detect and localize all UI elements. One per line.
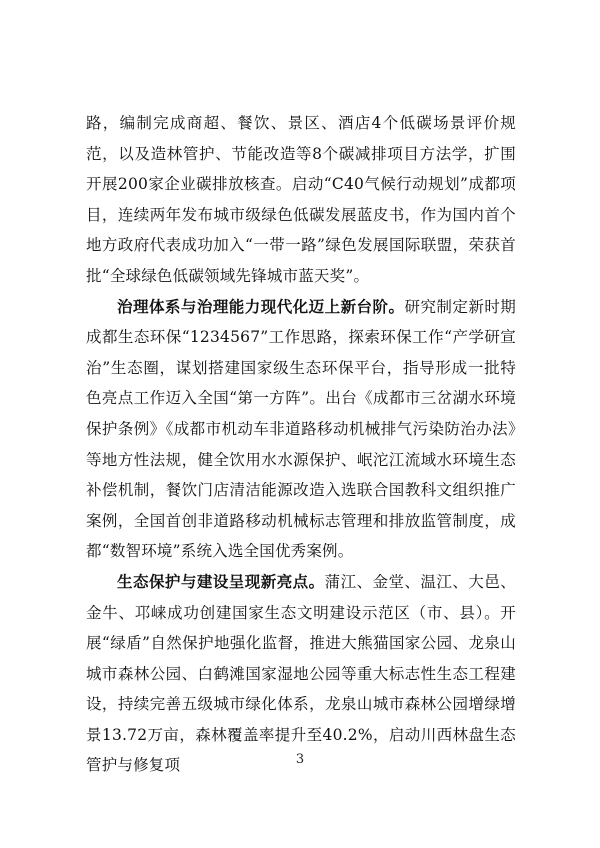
paragraph-3-lead: 生态保护与建设呈现新亮点。: [117, 572, 325, 591]
paragraph-2-text: 研究制定新时期成都生态环保“1234567”工作思路，探索环保工作“产学研宣治”生态圈，谋划搭建国家级生态环保平台，指导形成一批特色亮点工作迈入全国“第一方阵”。出台《成都市三岔湖水环境保护条例》《成都市机动车非道路移动机械排气污染防治办法》等地方性法规，健全饮用水水源保护、岷沱江流域水环境生态补偿机制，餐饮门店清洁能源改造入选联合国教科文组织推广案例，全国首创非道路移动机械标志管理和排放监管制度，成都“数智环境”系统入选全国优秀案例。: [86, 297, 516, 561]
paragraph-1-text: 路，编制完成商超、餐饮、景区、酒店4个低碳场景评价规范，以及造林管护、节能改造等8个碳减排项目方法学，扩围开展200家企业碳排放核查。启动“C40气候行动规划”成都项目，连续两年发布城市级绿色低碳发展蓝皮书，作为国内首个地方政府代表成功加入“一带一路”绿色发展国际联盟，荣获首批“全球绿色低碳领域先锋城市蓝天奖”。: [86, 114, 516, 285]
paragraph-3: [86, 567, 516, 781]
page-number: 3: [295, 752, 305, 767]
paragraph-1: [86, 108, 516, 292]
paragraph-2: [86, 292, 516, 567]
paragraph-2-lead: 治理体系与治理能力现代化迈上新台阶。: [117, 297, 405, 316]
paragraph-3-text: 蒲江、金堂、温江、大邑、金牛、邛崃成功创建国家生态文明建设示范区（市、县）。开展“绿盾”自然保护地强化监督，推进大熊猫国家公园、龙泉山城市森林公园、白鹤滩国家湿地公园等重大标志性生态工程建设，持续完善五级城市绿化体系，龙泉山城市森林公园增绿增景13.72万亩，森林覆盖率提升至40.2%，启动川西林盘生态管护与修复项: [86, 572, 516, 775]
document-body: [86, 108, 516, 781]
